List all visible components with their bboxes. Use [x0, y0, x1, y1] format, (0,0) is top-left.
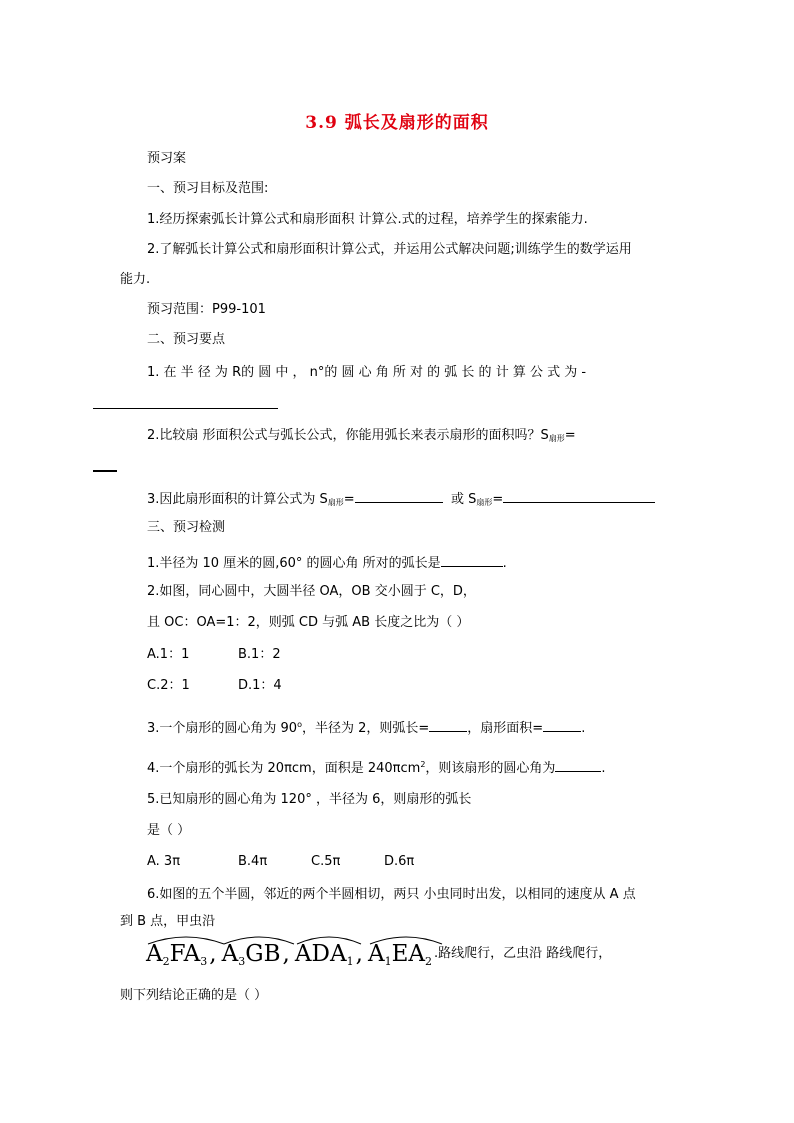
arc-4-end: EA	[391, 941, 426, 967]
question-3-text-3: ，扇形面积=	[467, 721, 544, 736]
question-4-end: .	[601, 761, 606, 776]
question-2-line-1: 2.如图，同心圆中，大圆半径 OA，OB 交小圆于 C，D，	[147, 584, 476, 599]
arc-1-end: FA	[169, 941, 201, 967]
question-4-text-2: ，则该扇形的圆心角为	[425, 761, 556, 776]
question-3-blank-1	[429, 717, 467, 732]
question-3	[147, 716, 585, 738]
point-2-answer-line	[93, 470, 117, 472]
arc-mark-icon	[222, 933, 296, 945]
goal-1: 1.经历探索弧长计算公式和扇形面积 计算公.式的过程，培养学生的探索能力.	[147, 212, 588, 227]
section-preview: 预习案	[147, 151, 187, 166]
arc-2-start-sub: 3	[238, 955, 246, 968]
arc-path-4	[368, 939, 432, 977]
arc-path-1	[146, 939, 207, 977]
point-2-text: 2.比较扇 形面积公式与弧长公式，你能用弧长来表示扇形的面积吗？S	[147, 428, 549, 443]
question-4	[147, 756, 606, 778]
goal-2-line-1: 2.了解弧长计算公式和扇形面积计算公式，并运用公式解决问题;训练学生的数学运用	[147, 242, 632, 257]
question-6-arc-paths	[146, 939, 611, 977]
question-2-option-d: D.1：4	[238, 678, 282, 693]
arc-mark-icon	[146, 933, 226, 945]
question-2-option-a: A.1：1	[147, 647, 190, 662]
question-2-line-2: 且 OC：OA=1：2，则弧 CD 与弧 AB 长度之比为（ ）	[147, 615, 470, 630]
point-3-equals-1: =	[343, 492, 355, 507]
question-5-option-b: B.4π	[238, 854, 268, 869]
arc-1-end-sub: 3	[200, 955, 208, 968]
question-5-option-d: D.6π	[384, 854, 415, 869]
point-3-subscript-2: 扇形	[476, 498, 493, 507]
heading-key-points: 二、预习要点	[147, 332, 226, 347]
question-3-end: .	[581, 721, 586, 736]
question-6-line-3: .路线爬行，乙虫沿 路线爬行，	[434, 946, 612, 961]
question-1-end: .	[502, 556, 507, 571]
question-3-text: 3.一个扇形的圆心角为 90	[147, 721, 298, 736]
arc-1-start-sub: 2	[162, 955, 170, 968]
point-3	[147, 488, 655, 512]
arc-separator-2: ,	[282, 941, 290, 967]
arc-4-end-sub: 2	[425, 955, 433, 968]
point-3-blank-1	[355, 488, 443, 503]
question-1-text: 1.半径为 10 厘米的圆,60° 的圆心角 所对的弧长是	[147, 556, 441, 571]
point-3-equals-2: =	[492, 492, 504, 507]
point-2-subscript: 扇形	[548, 434, 565, 443]
arc-4-start-sub: 1	[384, 955, 392, 968]
arc-mark-icon	[295, 933, 363, 945]
question-6-line-4: 则下列结论正确的是（ ）	[120, 988, 268, 1003]
point-1-answer-line	[93, 408, 278, 409]
question-3-text-2: ，半径为 2，则弧长=	[301, 721, 430, 736]
question-2-option-b: B.1：2	[238, 647, 281, 662]
question-5-line-1: 5.已知扇形的圆心角为 120° ，半径为 6，则扇形的弧长	[147, 792, 472, 807]
heading-check: 三、预习检测	[147, 520, 226, 535]
point-3-blank-2	[503, 488, 655, 503]
page-title: 3.9 弧长及扇形的面积	[305, 113, 489, 133]
question-2-option-c: C.2：1	[147, 678, 190, 693]
question-3-degree: o	[297, 720, 302, 729]
question-6-line-1: 6.如图的五个半圆，邻近的两个半圆相切，两只 小虫同时出发，以相同的速度从 A 点	[147, 887, 636, 902]
arc-3-label: ADA	[294, 941, 347, 967]
question-1-blank	[441, 552, 503, 567]
question-5-option-a: A. 3π	[147, 854, 181, 869]
arc-separator-3: ,	[355, 941, 363, 967]
question-3-blank-2	[543, 717, 581, 732]
point-2-equals: =	[564, 428, 576, 443]
question-1	[147, 552, 507, 573]
arc-4-start: A	[368, 941, 385, 967]
arc-mark-icon	[368, 933, 444, 945]
point-3-subscript-1: 扇形	[327, 498, 344, 507]
point-2	[147, 427, 576, 448]
question-4-text: 4.一个扇形的弧长为 20πcm，面积是 240πcm	[147, 761, 421, 776]
arc-2-end: GB	[245, 941, 281, 967]
question-5-line-2: 是（ ）	[147, 823, 191, 838]
arc-path-3	[295, 939, 354, 977]
arc-3-sub: 1	[346, 955, 354, 968]
point-3-text: 3.因此扇形面积的计算公式为 S	[147, 492, 328, 507]
arc-separator-1: ,	[209, 941, 217, 967]
question-4-square: 2	[420, 760, 426, 769]
question-4-blank	[555, 757, 601, 772]
question-5-option-c: C.5π	[311, 854, 341, 869]
point-1: 1. 在 半 径 为 R的 圆 中 ， n°的 圆 心 角 所 对 的 弧 长 的 计 算 公 式 为 -	[147, 365, 587, 380]
preview-range: 预习范围：P99-101	[147, 302, 266, 317]
goal-2-line-2: 能力.	[120, 272, 151, 287]
question-6-line-2: 到 B 点，甲虫沿	[120, 914, 216, 929]
arc-1-start: A	[146, 941, 163, 967]
arc-path-2	[222, 939, 281, 977]
heading-goals: 一、预习目标及范围:	[147, 181, 269, 196]
point-3-or: 或 S	[450, 492, 477, 507]
arc-2-start: A	[221, 941, 239, 967]
